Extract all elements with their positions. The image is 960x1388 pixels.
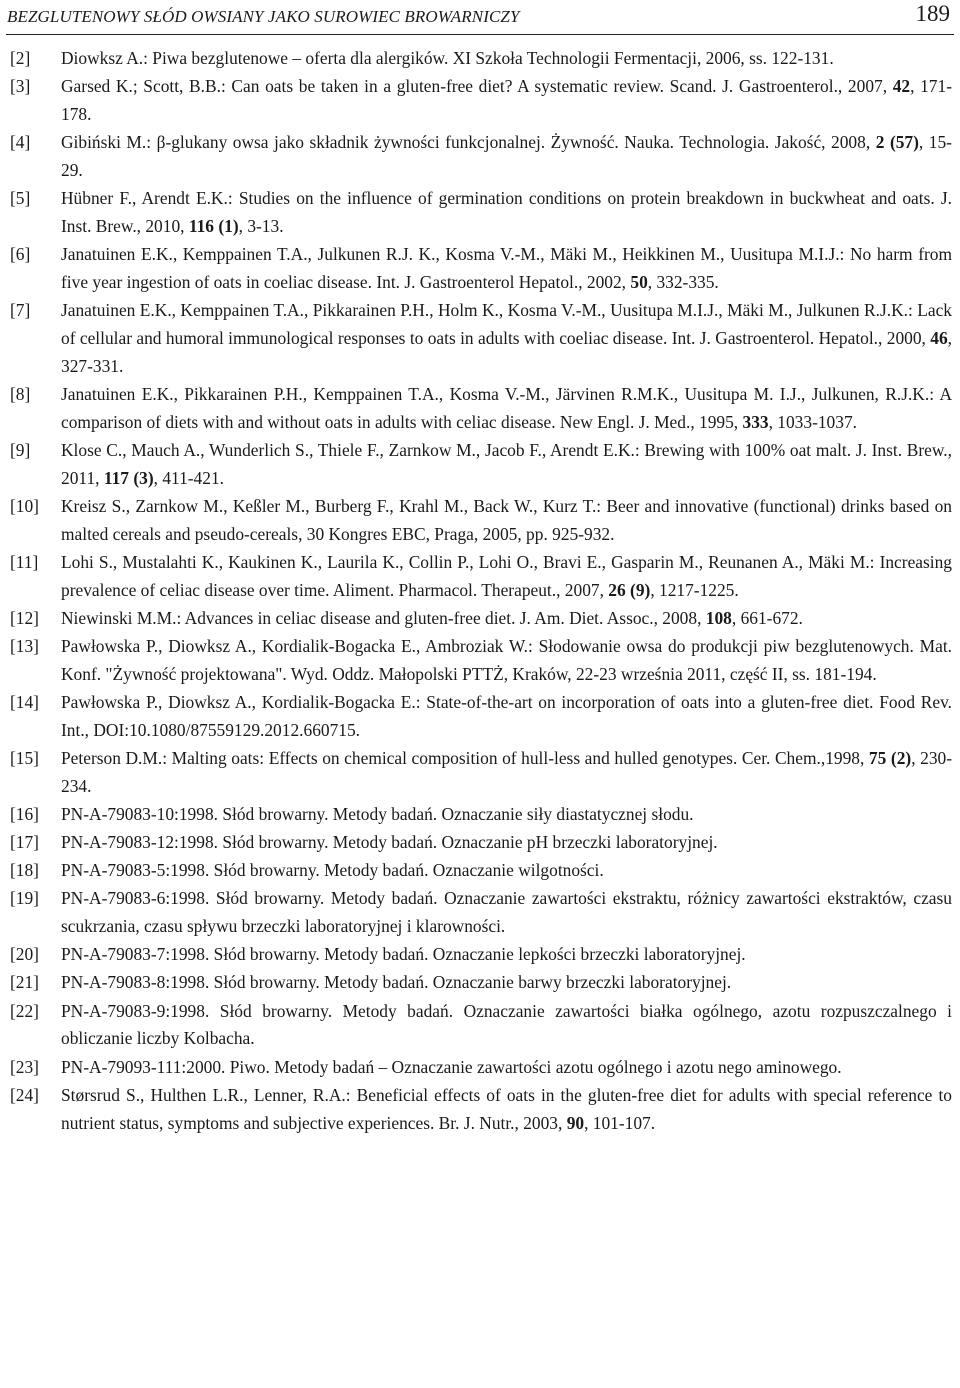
reference-volume: 50: [630, 272, 648, 292]
reference-text: [61, 748, 952, 796]
reference-volume: (3): [133, 467, 154, 488]
reference-item: [0, 857, 960, 885]
reference-number: [20]: [10, 944, 39, 965]
reference-volume: 108: [705, 608, 732, 628]
reference-segment: , 101-107.: [584, 1112, 656, 1133]
reference-text: [61, 888, 952, 936]
reference-volume: (57): [889, 132, 919, 153]
header-rule: [6, 34, 954, 35]
reference-number: [11]: [10, 552, 39, 572]
reference-number: [9]: [10, 440, 31, 460]
reference-text: [61, 692, 952, 740]
reference-segment: , 1217-1225.: [650, 579, 739, 600]
running-header: [0, 0, 960, 36]
reference-segment: Garsed K.; Scott, B.B.: Can oats be taken in a gluten-free diet? A systematic review. Scand. J. Gastroenterol., 2007,: [61, 76, 893, 97]
reference-segment: Janatuinen E.K., Pikkarainen P.H., Kemppainen T.A., Kosma V.-M., Järvinen R.M.K., Uusitupa M. I.J., Julkunen, R.J.K.: A comparison of diets with and without oats in adults with celiac disease. New Engl. J. Med., 1995,: [61, 384, 952, 432]
reference-number: [12]: [10, 608, 39, 628]
reference-volume: 46: [930, 328, 948, 348]
reference-segment: Gibiński M.: β-glukany owsa jako składnik żywności funkcjonalnej. Żywność. Nauka. Technologia. Jakość, 2008,: [61, 132, 876, 153]
running-title: BEZGLUTENOWY SŁÓD OWSIANY JAKO SUROWIEC BROWARNICZY: [7, 7, 520, 26]
reference-item: [0, 45, 960, 73]
reference-segment: , 230-234.: [61, 748, 952, 796]
reference-volume: 26: [608, 579, 626, 600]
reference-segment: , 15-29.: [61, 132, 952, 180]
reference-number: [17]: [10, 832, 39, 853]
reference-number: [2]: [10, 48, 31, 68]
reference-segment: PN-A-79083-8:1998. Słód browarny. Metody badań. Oznaczanie barwy brzeczki laboratoryjnej.: [61, 972, 732, 993]
reference-segment: Pawłowska P., Diowksz A., Kordialik-Bogacka E.: State-of-the-art on incorporation of oats into a gluten-free diet. Food Rev. Int., DOI:10.1080/87559129.2012.660715.: [61, 692, 952, 740]
reference-number: [16]: [10, 804, 39, 825]
reference-segment: PN-A-79083-7:1998. Słód browarny. Metody badań. Oznaczanie lepkości brzeczki laboratoryjnej.: [61, 944, 746, 965]
reference-text: [61, 1057, 842, 1077]
reference-item: [0, 1054, 960, 1082]
reference-number: [24]: [10, 1084, 39, 1105]
reference-volume: (9): [630, 579, 651, 600]
reference-item: [0, 549, 960, 605]
reference-segment: Kreisz S., Zarnkow M., Keßler M., Burberg F., Krahl M., Back W., Kurz T.: Beer and innovative (functional) drinks based on malted cereals and pseudo-cereals, 30 Kongres EBC, Praga, 2005, pp. 925-932.: [61, 496, 952, 544]
reference-number: [21]: [10, 972, 39, 993]
reference-volume: 90: [566, 1112, 585, 1133]
reference-item: [0, 605, 960, 633]
reference-segment: PN-A-79093-111:2000. Piwo. Metody badań – Oznaczanie zawartości azotu ogólnego i azotu nego aminowego.: [61, 1056, 842, 1077]
reference-text: [61, 636, 952, 684]
reference-item: [0, 745, 960, 801]
reference-text: [61, 804, 694, 824]
reference-list: [0, 45, 960, 1138]
reference-number: [7]: [10, 300, 31, 321]
reference-item: [0, 801, 960, 829]
reference-item: [0, 1082, 960, 1138]
reference-segment: Janatuinen E.K., Kemppainen T.A., Julkunen R.J. K., Kosma V.-M., Mäki M., Heikkinen M., Uusitupa M.I.J.: No harm from five year ingestion of oats in coeliac disease. Int. J. Gastroenterol Hepatol., 2002,: [61, 244, 952, 292]
reference-segment: Hübner F., Arendt E.K.: Studies on the influence of germination conditions on protein breakdown in buckwheat and oats. J. Inst. Brew., 2010,: [61, 188, 952, 236]
reference-number: [5]: [10, 188, 31, 209]
reference-text: [61, 1001, 952, 1049]
reference-number: [3]: [10, 76, 31, 97]
reference-text: [61, 76, 952, 124]
reference-segment: , 3-13.: [238, 216, 284, 236]
reference-segment: PN-A-79083-5:1998. Słód browarny. Metody badań. Oznaczanie wilgotności.: [61, 860, 604, 881]
reference-item: [0, 437, 960, 493]
reference-number: [22]: [10, 1000, 39, 1021]
reference-text: [61, 440, 952, 488]
reference-number: [15]: [10, 748, 39, 769]
reference-text: [61, 972, 731, 992]
reference-text: [61, 132, 952, 180]
reference-volume: (2): [890, 748, 912, 769]
reference-item: [0, 969, 960, 997]
reference-segment: PN-A-79083-9:1998. Słód browarny. Metody badań. Oznaczanie zawartości białka ogólnego, azotu rozpuszczalnego i obliczanie liczby Kolbacha.: [61, 1000, 952, 1049]
reference-item: [0, 829, 960, 857]
reference-item: [0, 885, 960, 941]
reference-segment: PN-A-79083-12:1998. Słód browarny. Metody badań. Oznaczanie pH brzeczki laboratoryjnej.: [61, 832, 718, 853]
reference-text: [61, 1085, 952, 1133]
reference-item: [0, 493, 960, 549]
reference-segment: Pawłowska P., Diowksz A., Kordialik-Bogacka E., Ambroziak W.: Słodowanie owsa do produkcji piw bezglutenowych. Mat. Konf. "Żywność projektowana". Wyd. Oddz. Małopolski PTTŻ, Kraków, 22-23 września 2011, część II, ss. 181-194.: [61, 636, 952, 684]
reference-segment: Peterson D.M.: Malting oats: Effects on chemical composition of hull-less and hulled genotypes. Cer. Chem.,1998,: [61, 748, 869, 769]
reference-segment: , 327-331.: [61, 328, 952, 376]
reference-segment: Klose C., Mauch A., Wunderlich S., Thiele F., Zarnkow M., Jacob F., Arendt E.K.: Brewing with 100% oat malt. J. Inst. Brew., 2011,: [61, 440, 952, 488]
reference-item: [0, 297, 960, 381]
reference-segment: PN-A-79083-6:1998. Słód browarny. Metody badań. Oznaczanie zawartości ekstraktu, różnicy zawartości ekstraktów, czasu scukrzania, czasu spływu brzeczki laboratoryjnej i klarowności.: [61, 888, 952, 937]
reference-segment: , 661-672.: [731, 608, 803, 628]
reference-number: [10]: [10, 496, 39, 516]
reference-segment: , 171-178.: [61, 76, 952, 124]
reference-text: [61, 860, 604, 880]
reference-item: [0, 73, 960, 129]
reference-volume: 117: [103, 467, 129, 488]
reference-number: [4]: [10, 132, 31, 153]
reference-item: [0, 998, 960, 1054]
reference-text: [61, 244, 952, 292]
reference-segment: PN-A-79083-10:1998. Słód browarny. Metody badań. Oznaczanie siły diastatycznej słodu.: [61, 804, 694, 825]
reference-segment: Størsrud S., Hulthen L.R., Lenner, R.A.: Beneficial effects of oats in the gluten-free diet for adults with special reference to nutrient status, symptoms and subjective experiences. Br. J. Nutr., 2003,: [61, 1084, 952, 1133]
reference-volume: 42: [892, 76, 911, 97]
reference-item: [0, 941, 960, 969]
reference-text: [61, 48, 834, 68]
page-number: 189: [915, 1, 950, 26]
reference-text: [61, 300, 952, 376]
reference-text: [61, 384, 952, 432]
reference-segment: , 332-335.: [647, 272, 719, 292]
reference-number: [14]: [10, 692, 39, 713]
reference-text: [61, 496, 952, 544]
reference-text: [61, 188, 952, 236]
reference-text: [61, 608, 803, 628]
reference-number: [13]: [10, 636, 39, 657]
reference-segment: Niewinski M.M.: Advances in celiac disease and gluten-free diet. J. Am. Diet. Assoc., 2008,: [61, 608, 706, 628]
reference-item: [0, 241, 960, 297]
reference-item: [0, 689, 960, 745]
reference-segment: , 411-421.: [153, 467, 224, 488]
reference-number: [23]: [10, 1056, 39, 1077]
reference-item: [0, 129, 960, 185]
reference-volume: (1): [218, 216, 239, 236]
reference-item: [0, 381, 960, 437]
reference-volume: 75: [868, 748, 887, 769]
reference-text: [61, 552, 952, 600]
reference-number: [18]: [10, 860, 39, 881]
reference-segment: Janatuinen E.K., Kemppainen T.A., Pikkarainen P.H., Holm K., Kosma V.-M., Uusitupa M.I.J., Mäki M., Julkunen R.J.K.: Lack of cellular and humoral immunological responses to oats in adults with coeliac disease. Int. J. Gastroenterol. Hepatol., 2000,: [61, 300, 952, 348]
reference-text: [61, 944, 746, 964]
reference-text: [61, 832, 718, 852]
reference-number: [19]: [10, 888, 39, 909]
reference-volume: 2: [875, 132, 885, 153]
reference-number: [8]: [10, 384, 31, 404]
reference-volume: 116: [188, 216, 214, 236]
reference-number: [6]: [10, 244, 31, 265]
reference-item: [0, 185, 960, 241]
reference-item: [0, 633, 960, 689]
reference-segment: Lohi S., Mustalahti K., Kaukinen K., Laurila K., Collin P., Lohi O., Bravi E., Gasparin M., Reunanen A., Mäki M.: Increasing prevalence of celiac disease over time. Aliment. Pharmacol. Therapeut., 2007,: [61, 552, 952, 600]
reference-segment: , 1033-1037.: [768, 411, 857, 432]
reference-segment: Diowksz A.: Piwa bezglutenowe – oferta dla alergików. XI Szkoła Technologii Fermentacji, 2006, ss. 122-131.: [61, 48, 834, 68]
reference-volume: 333: [742, 411, 769, 432]
